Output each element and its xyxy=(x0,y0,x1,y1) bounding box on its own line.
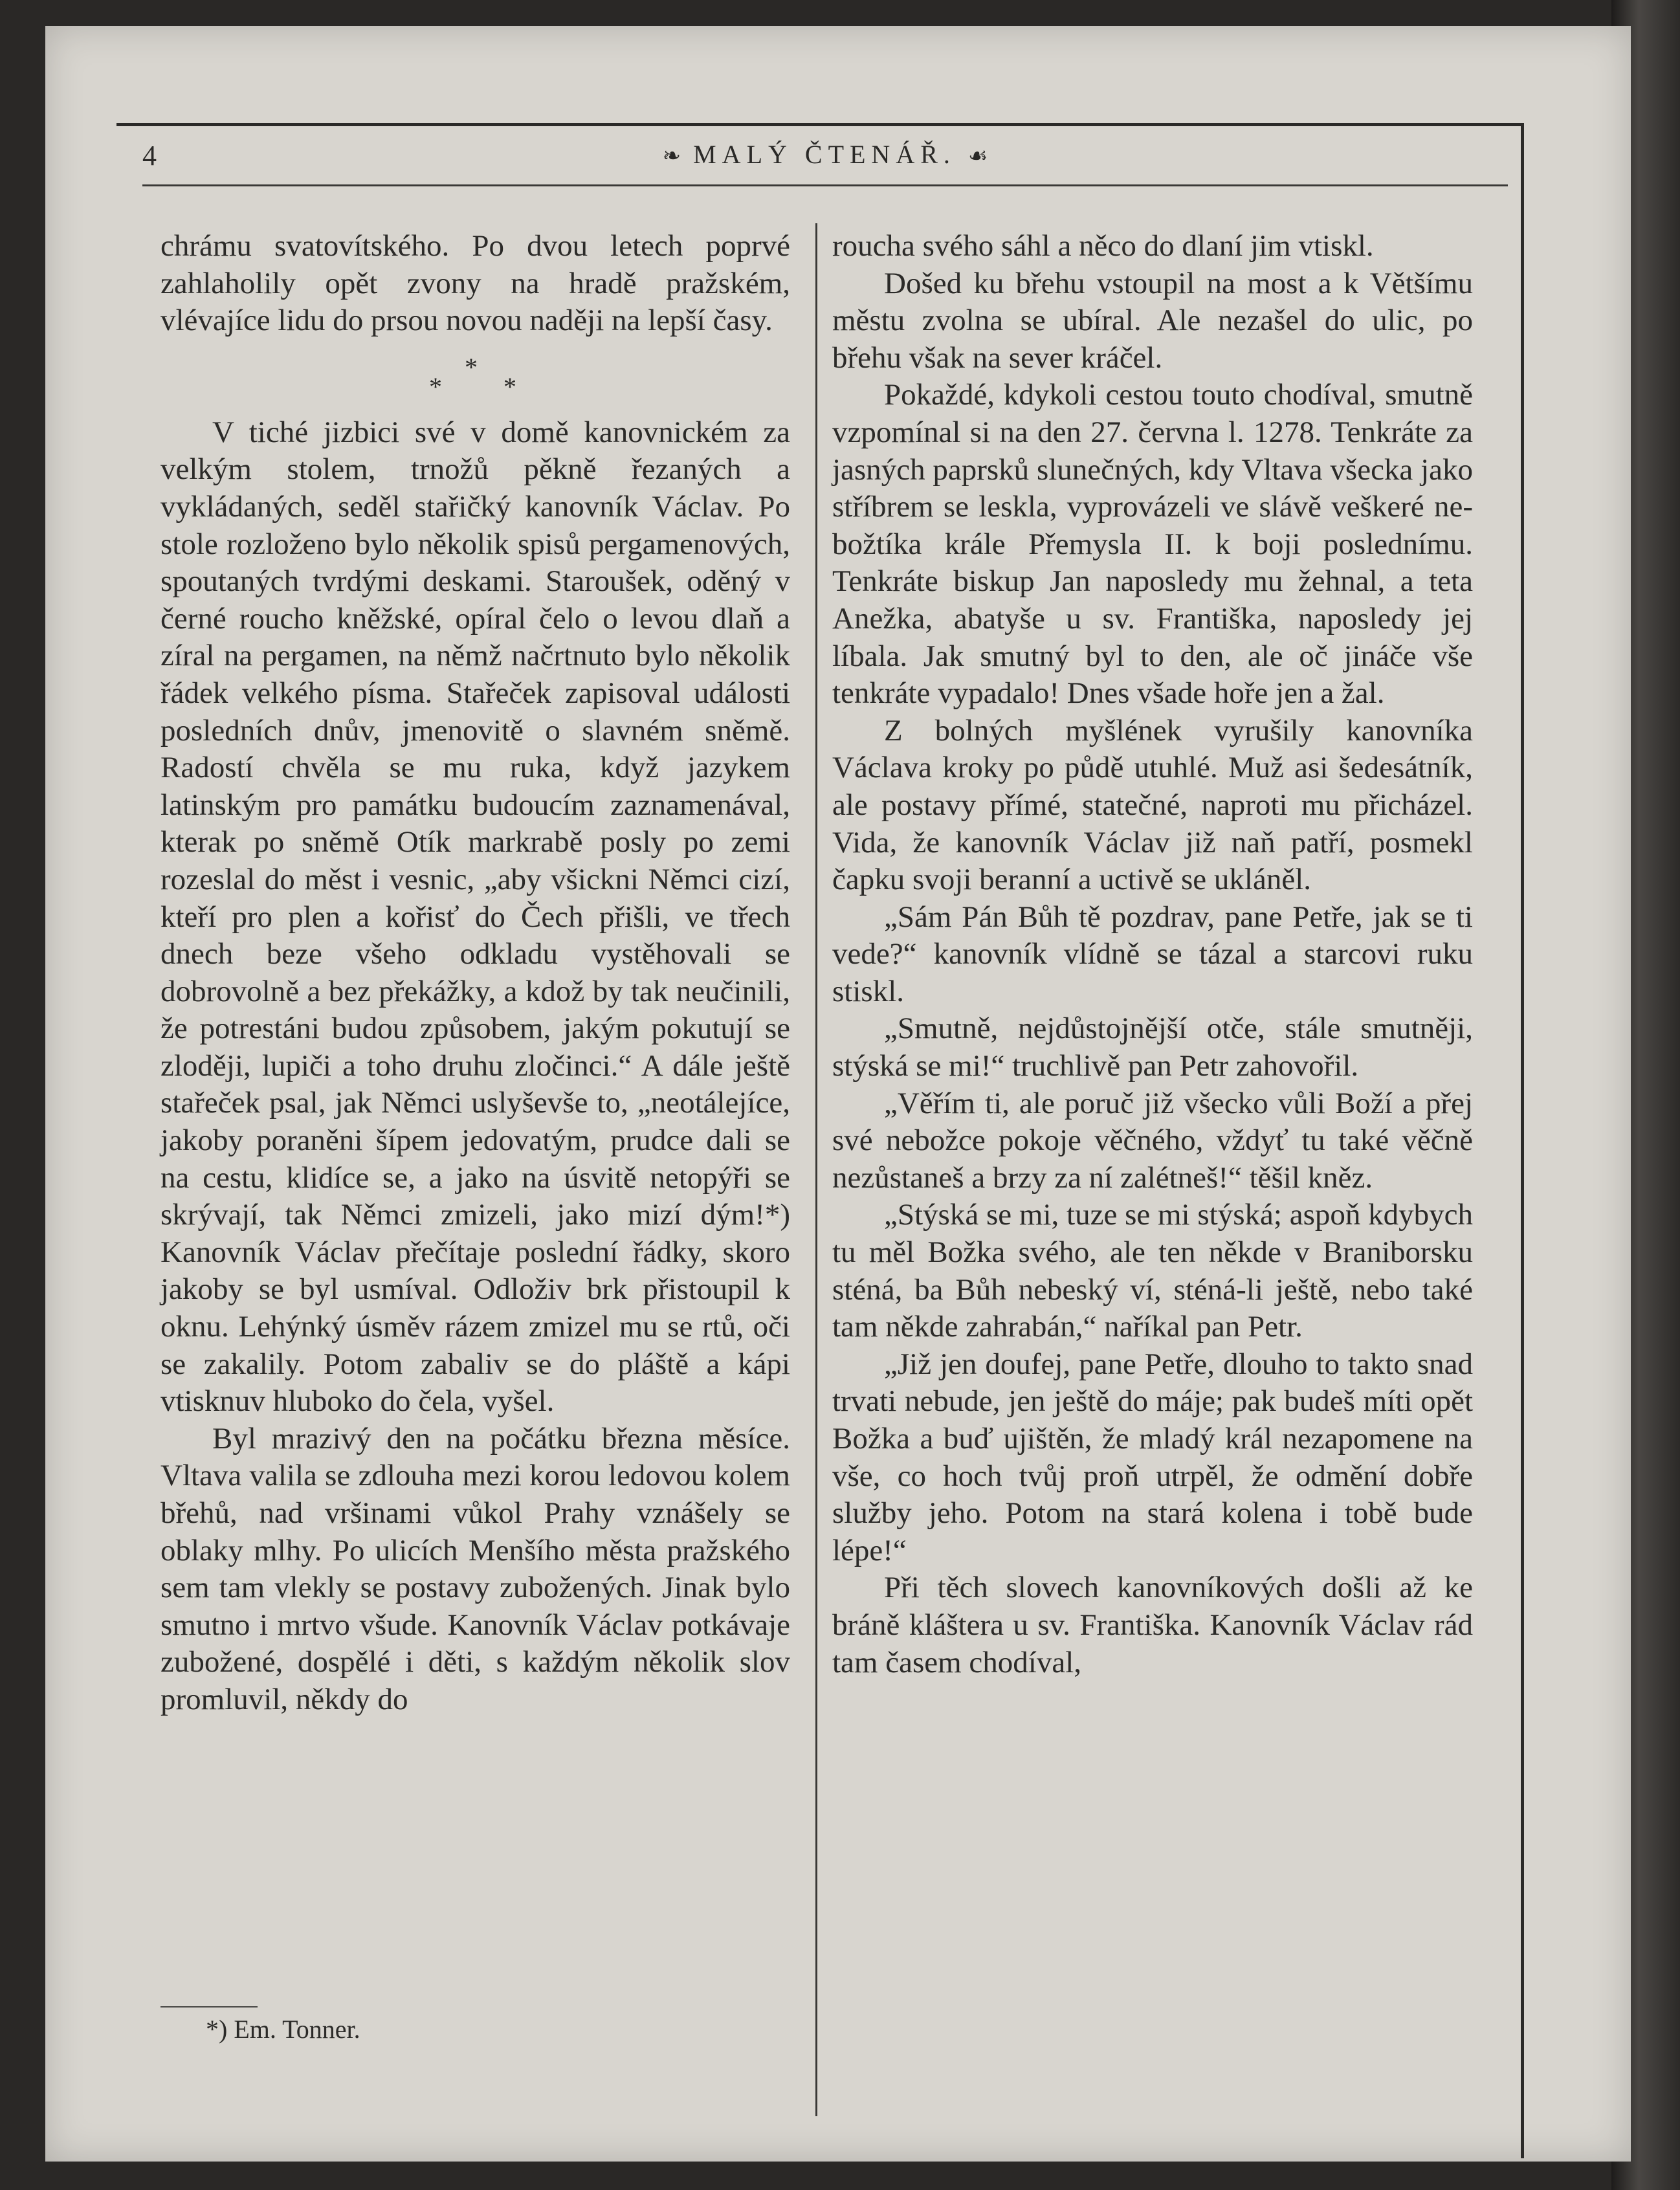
ornament-right-icon: ☙ xyxy=(967,144,988,168)
journal-title: MALÝ ČTENÁŘ. xyxy=(693,140,956,169)
paragraph: Při těch slovech kanovníkových došli až ke bráně kláštera u sv. Františka. Kanovník Václav rád tam časem chodíval, xyxy=(832,1571,1473,1679)
paragraph: „Věřím ti, ale poruč již všecko vůli Boží a přej své nebožce pokoje věčného, vždyť tu také věčně nezůstaneš a brzy za ní zalétneš!“ těšil kněz. xyxy=(832,1086,1473,1195)
header-rule xyxy=(142,184,1508,186)
paragraph: „Sám Pán Bůh tě pozdrav, pane Petře, jak se ti vede?“ kanovník vlídně se tázal a starcovi ruku stiskl. xyxy=(832,900,1473,1008)
paragraph: Došed ku břehu vstoupil na most a k Většímu městu zvolna se ubíral. Ale nezašel do ulic, po břehu však na sever kráčel. xyxy=(832,266,1473,375)
left-column xyxy=(160,228,790,1719)
right-column xyxy=(832,228,1473,1681)
paragraph: Pokaždé, kdykoli cestou touto chodíval, smutně vzpomínal si na den 27. června l. 1278. Tenkráte za jasných paprsků slunečných, kdy Vltava všecka jako stříbrem se leskla, vyprovázeli ve slávě veškeré nebožtíka krále Přemysla II. k boji poslednímu. Tenkráte biskup Jan naposledy mu žehnal, a teta Anežka, abatyše u sv. Františka, naposledy jej líbala. Jak smutný byl to den, ale oč jináče vše tenkráte vypadalo! Dnes všade hoře jen a žal. xyxy=(832,378,1473,711)
paragraph: chrámu svatovítského. Po dvou letech poprvé zahlaholily opět zvony na hradě pražském, vlévajíce lidu do prsou novou naději na lepší časy. xyxy=(160,229,790,338)
paragraph: roucha svého sáhl a něco do dlaní jim vtiskl. xyxy=(832,229,1374,263)
asterisk-left: * xyxy=(429,371,442,401)
asterisk-right: * xyxy=(503,371,516,401)
column-divider xyxy=(815,223,817,2116)
paragraph: Z bolných myšlének vyrušily kanovníka Václava kroky po půdě utuhlé. Muž asi šedesátník, ale postavy přímé, statečné, naproti mu přicházel. Vida, že kanovník Václav již naň patří, posmekl čapku svoji beranní a uctivě se ukláněl. xyxy=(832,713,1473,897)
footnote-rule xyxy=(160,2006,258,2008)
page-number: 4 xyxy=(142,140,157,171)
asterisk-top: * xyxy=(465,352,478,382)
footnote: *) Em. Tonner. xyxy=(206,2015,360,2044)
section-break xyxy=(160,340,790,414)
paragraph: „Smutně, nejdůstojnější otče, stále smutněji, stýská se mi!“ truchlivě pan Petr zahovořil. xyxy=(832,1012,1473,1083)
paragraph: „Stýská se mi, tuze se mi stýská; aspoň kdybych tu měl Božka svého, ale ten někde v Braniborsku sténá, ba Bůh nebeský ví, sténá-li ještě, nebo také tam někde zahrabán,“ naříkal pan Petr. xyxy=(832,1198,1473,1344)
paragraph: „Již jen doufej, pane Petře, dlouho to takto snad trvati nebude, jen ještě do máje; pak budeš míti opět Božka a buď ujištěn, že mladý král nezapomene na vše, co hoch tvůj proň utrpěl, že odmění dobře služby jeho. Potom na stará kolena i tobě bude lépe!“ xyxy=(832,1347,1473,1567)
running-title xyxy=(142,139,1508,170)
page-header xyxy=(142,139,1508,184)
ornament-left-icon: ❧ xyxy=(662,144,681,168)
paragraph: Byl mrazivý den na počátku března měsíce. Vltava valila se zdlouha mezi korou ledovou kolem břehů, nad vršinami vůkol Prahy vznášely se oblaky mlhy. Po ulicích Menšího města pražského sem tam vlekly se postavy zubožených. Jinak bylo smutno i mrtvo všude. Kanovník Václav potkávaje zubožené, dospělé i děti, s každým několik slov promluvil, někdy do xyxy=(160,1421,790,1716)
paragraph: V tiché jizbici své v domě kanovnickém za velkým stolem, trnožů pěkně řezaných a vykládaných, seděl stařičký kanovník Václav. Po stole rozloženo bylo několik spisů pergamenových, spoutaných tvrdými deskami. Staroušek, oděný v černé roucho kněžské, opíral čelo o levou dlaň a zíral na pergamen, na němž načrtnuto bylo několik řádek velkého písma. Stařeček zapisoval události posledních dnův, jmenovitě o slavném sněmě. Radostí chvěla se mu ruka, když jazykem latinským pro památku budoucím zaznamenával, kterak po sněmě Otík markrabě posly po zemi rozeslal do měst i vesnic, „aby všickni Němci cizí, kteří pro plen a kořisť do Čech přišli, ve třech dnech beze všeho odkladu vystěhovali se dobrovolně a bez překážky, a kdož by tak neučinili, že potrestáni budou způsobem, jakým pokutují se zloději, lupiči a toho druhu zločinci.“ A dále ještě stařeček psal, jak Němci uslyševše to, „neotálejíce, jakoby poraněni šípem jedovatým, prudce dali se na cestu, klidíce se, a jako na úsvitě netopýři se skrývají, tak Němci zmizeli, jako mizí dým!*) Kanovník Václav přečítaje poslední řádky, skoro jakoby se byl usmíval. Odloživ brk přistoupil k oknu. Lehýnký úsměv rázem zmizel mu se rtů, oči se zakalily. Potom zabaliv se do pláště a kápi vtisknuv hluboko do čela, vyšel. xyxy=(160,415,790,1419)
